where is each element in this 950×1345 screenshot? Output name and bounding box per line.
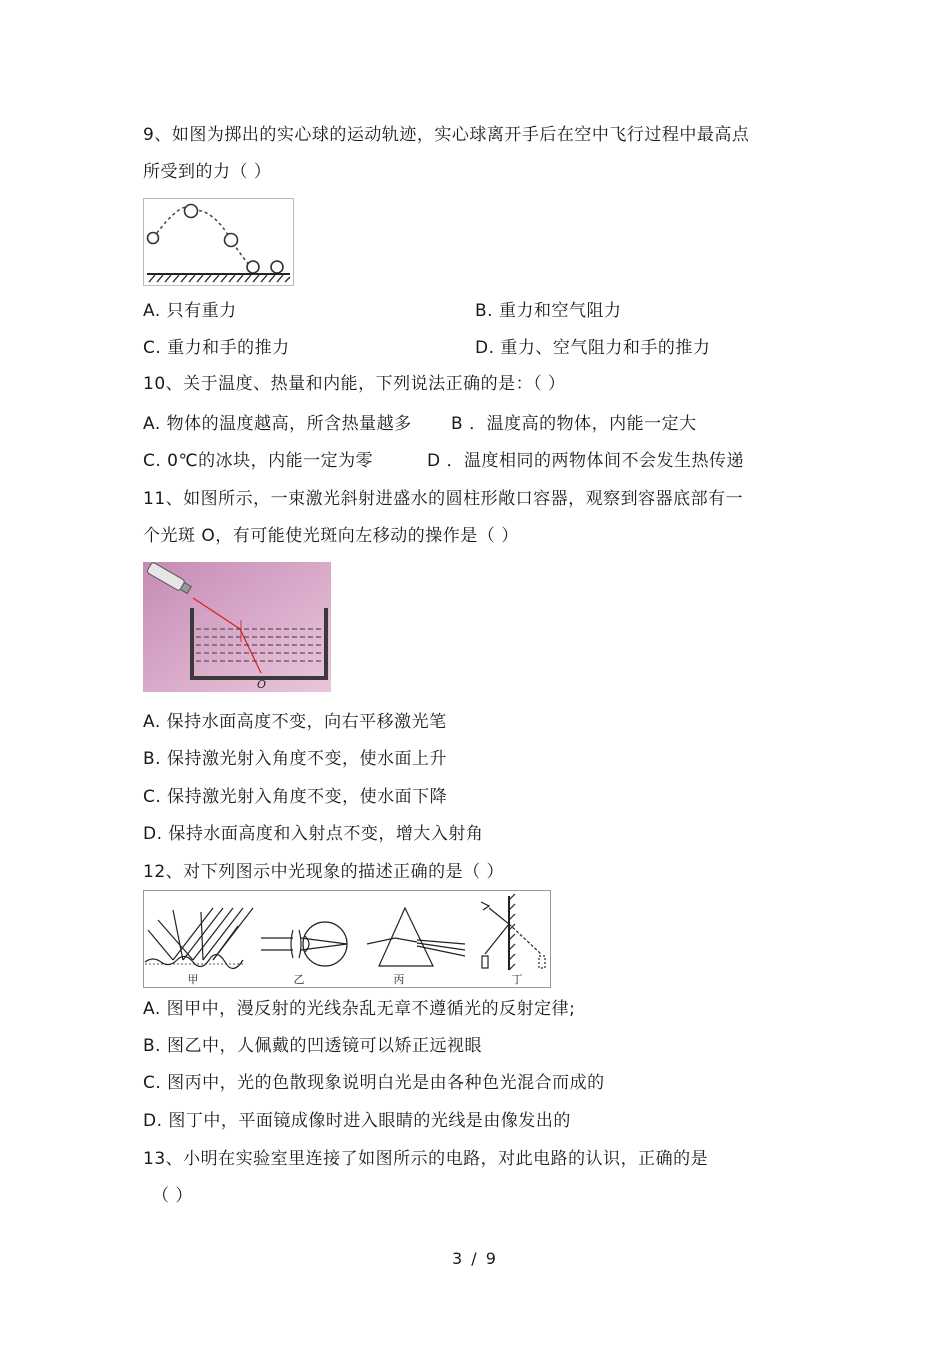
q11-spot-label: O	[257, 678, 267, 691]
q9-option-a[interactable]: A. 只有重力	[143, 301, 237, 321]
q9-stem-line2: 所受到的力（ ）	[143, 162, 272, 182]
q11-stem-line1: 11、如图所示，一束激光斜射进盛水的圆柱形敞口容器，观察到容器底部有一	[143, 489, 744, 509]
q9-option-b[interactable]: B. 重力和空气阻力	[475, 301, 622, 321]
q11-option-b[interactable]: B. 保持激光射入角度不变，使水面上升	[143, 749, 447, 769]
q10-option-c[interactable]: C. 0℃的冰块，内能一定为零	[143, 451, 374, 471]
q12-option-c[interactable]: C. 图丙中，光的色散现象说明白光是由各种色光混合而成的	[143, 1073, 605, 1093]
q9-option-d[interactable]: D. 重力、空气阻力和手的推力	[475, 338, 711, 358]
q13-stem-line2: （ ）	[152, 1186, 193, 1206]
q12-option-a[interactable]: A. 图甲中，漫反射的光线杂乱无章不遵循光的反射定律;	[143, 999, 576, 1019]
q9-ball-trajectory-figure	[143, 198, 294, 286]
q12-label-yi: 乙	[293, 973, 305, 986]
q11-option-c[interactable]: C. 保持激光射入角度不变，使水面下降	[143, 787, 448, 807]
q12-label-bing: 丙	[393, 973, 405, 986]
q12-label-jia: 甲	[187, 973, 199, 986]
q9-stem-line1: 9、如图为掷出的实心球的运动轨迹，实心球离开手后在空中飞行过程中最高点	[143, 125, 750, 145]
q13-stem-line1: 13、小明在实验室里连接了如图所示的电路，对此电路的认识，正确的是	[143, 1149, 709, 1169]
q12-stem: 12、对下列图示中光现象的描述正确的是（ ）	[143, 862, 505, 882]
q12-option-d[interactable]: D. 图丁中，平面镜成像时进入眼睛的光线是由像发出的	[143, 1111, 571, 1131]
q11-stem-line2: 个光斑 O，有可能使光斑向左移动的操作是（ ）	[143, 526, 519, 546]
q11-option-d[interactable]: D. 保持水面高度和入射点不变，增大入射角	[143, 824, 484, 844]
q12-label-ding: 丁	[511, 973, 523, 986]
q10-option-a[interactable]: A. 物体的温度越高，所含热量越多	[143, 414, 412, 434]
q12-option-b[interactable]: B. 图乙中，人佩戴的凹透镜可以矫正远视眼	[143, 1036, 482, 1056]
q11-laser-container-figure	[143, 562, 331, 692]
q12-optics-figure	[143, 890, 551, 988]
q10-option-d[interactable]: D ．温度相同的两物体间不会发生热传递	[427, 451, 744, 471]
q10-option-b[interactable]: B ．温度高的物体，内能一定大	[451, 414, 697, 434]
page-number: 3 / 9	[452, 1249, 498, 1268]
q11-option-a[interactable]: A. 保持水面高度不变，向右平移激光笔	[143, 712, 447, 732]
q9-option-c[interactable]: C. 重力和手的推力	[143, 338, 290, 358]
q10-stem: 10、关于温度、热量和内能，下列说法正确的是：（ ）	[143, 374, 566, 394]
